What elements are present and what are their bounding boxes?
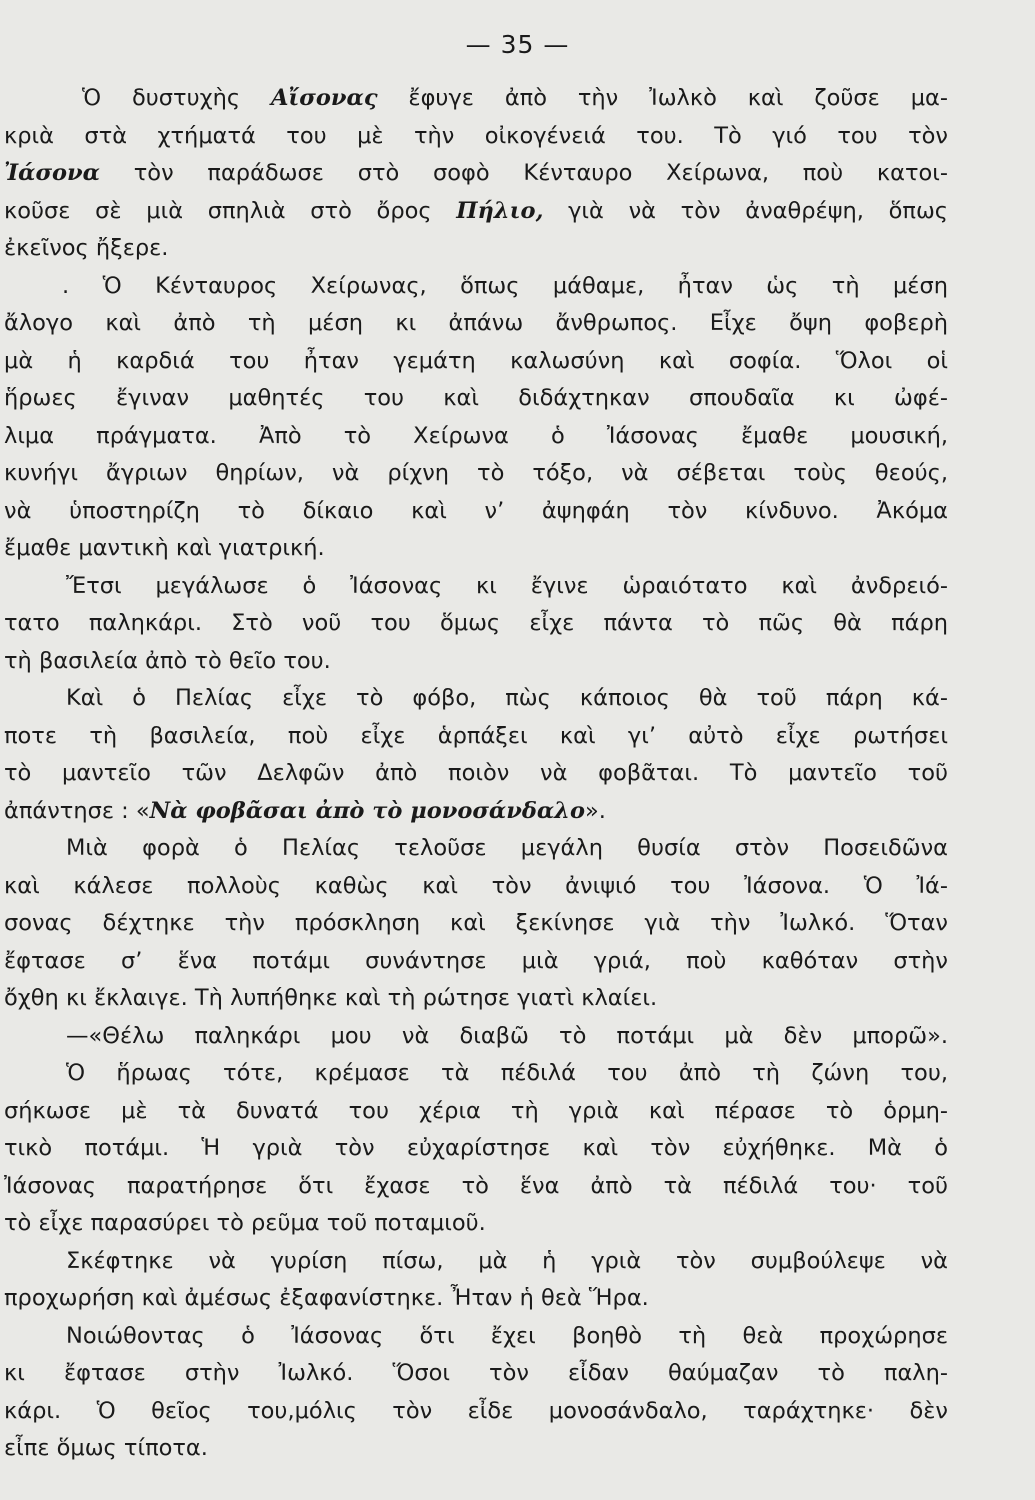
text-line: [4, 605, 948, 643]
text-line: [4, 1130, 948, 1168]
text-segment: ὄχθη κι ἔκλαιγε. Τὴ λυπήθηκε καὶ τὴ ρώτησε γιατὶ κλαίει.: [4, 985, 658, 1011]
text-line: [4, 305, 948, 343]
emphasized-name: Ἰάσονα: [4, 160, 100, 186]
text-line: [4, 1318, 948, 1356]
text-line: [4, 230, 948, 268]
text-segment: νὰ ὑποστηρίζη τὸ δίκαιο καὶ ν’ ἀψηφάη τὸν κίνδυνο. Ἀκόμα: [4, 497, 948, 524]
text-line: [4, 793, 948, 831]
text-segment: ἔμαθε μαντικὴ καὶ γιατρική.: [4, 535, 325, 561]
text-segment: ἥρωες ἔγιναν μαθητές του καὶ διδάχτηκαν σπουδαῖα κι ὠφέ-: [4, 385, 948, 411]
text-line: [4, 155, 948, 193]
text-segment: . Ὁ Κένταυρος Χείρωνας, ὅπως μάθαμε, ἦταν ὡς τὴ μέση: [62, 272, 948, 299]
text-line: [4, 1055, 948, 1093]
text-segment: Ὁ ἥρωας τότε, κρέμασε τὰ πέδιλά του ἀπὸ τὴ ζώνη του,: [66, 1060, 948, 1086]
text-segment: Σκέφτηκε νὰ γυρίση πίσω, μὰ ἡ γριὰ τὸν συμβούλεψε νὰ: [66, 1247, 948, 1274]
text-line: [4, 455, 948, 493]
text-segment: τὸν παράδωσε στὸ σοφὸ Κένταυρο Χείρωνα, ποὺ κατοι-: [100, 160, 948, 186]
text-line: [4, 755, 948, 793]
emphasized-name: Πήλιο,: [456, 197, 544, 224]
text-line: [4, 943, 948, 981]
text-segment: καὶ κάλεσε πολλοὺς καθὼς καὶ τὸν ἀνιψιό του Ἰάσονα. Ὁ Ἰά-: [4, 872, 948, 899]
emphasized-name: Νὰ φοβᾶσαι ἀπὸ τὸ μονοσάνδαλο: [149, 797, 585, 824]
text-line: [4, 1093, 948, 1131]
text-line: [4, 1018, 948, 1056]
text-segment: κριὰ στὰ χτήματά του μὲ τὴν οἰκογένειά του. Τὸ γιό του τὸν: [4, 122, 948, 149]
text-segment: Ἰάσονας παρατήρησε ὅτι ἔχασε τὸ ἕνα ἀπὸ τὰ πέδιλά του· τοῦ: [4, 1172, 948, 1199]
text-line: [4, 980, 948, 1018]
text-segment: μὰ ἡ καρδιά του ἦταν γεμάτη καλωσύνη καὶ σοφία. Ὅλοι οἱ: [4, 347, 948, 374]
text-line: [4, 680, 948, 718]
text-line: [4, 530, 948, 568]
text-segment: Ἔτσι μεγάλωσε ὁ Ἰάσονας κι ἔγινε ὡραιότατο καὶ ἀνδρειό-: [66, 572, 948, 599]
text-line: [4, 268, 948, 306]
text-line: [4, 718, 948, 756]
text-line: [4, 1205, 948, 1243]
text-segment: ἔφτασε σ’ ἕνα ποτάμι συνάντησε μιὰ γριά, ποὺ καθόταν στὴν: [4, 947, 948, 974]
text-segment: κάρι. Ὁ θεῖος του,μόλις τὸν εἶδε μονοσάνδαλο, ταράχτηκε· δὲν: [4, 1397, 948, 1424]
text-line: [4, 1355, 948, 1393]
text-line: [4, 1393, 948, 1431]
text-segment: κι ἔφτασε στὴν Ἰωλκό. Ὅσοι τὸν εἶδαν θαύμαζαν τὸ παλη-: [4, 1360, 948, 1386]
text-segment: σονας δέχτηκε τὴν πρόσκληση καὶ ξεκίνησε γιὰ τὴν Ἰωλκό. Ὅταν: [4, 910, 948, 936]
text-line: [4, 868, 948, 906]
text-line: [4, 1280, 948, 1318]
text-segment: σήκωσε μὲ τὰ δυνατά του χέρια τὴ γριὰ καὶ πέρασε τὸ ὁρμη-: [4, 1097, 948, 1124]
text-line: [4, 380, 948, 418]
text-segment: ἄλογο καὶ ἀπὸ τὴ μέση κι ἀπάνω ἄνθρωπος. Εἶχε ὄψη φοβερὴ: [4, 310, 948, 336]
text-segment: ἀπάντησε : «: [4, 797, 150, 824]
page-number: — 35 —: [465, 30, 570, 59]
text-segment: τὴ βασιλεία ἀπὸ τὸ θεῖο του.: [4, 647, 331, 674]
text-line: [4, 418, 948, 456]
text-segment: ».: [584, 797, 606, 824]
text-segment: Καὶ ὁ Πελίας εἶχε τὸ φόβο, πὼς κάποιος θὰ τοῦ πάρη κά-: [66, 685, 948, 711]
text-segment: Νοιώθοντας ὁ Ἰάσονας ὅτι ἔχει βοηθὸ τὴ θεὰ προχώρησε: [66, 1322, 948, 1349]
text-segment: προχωρήση καὶ ἀμέσως ἐξαφανίστηκε. Ἦταν ἡ θεὰ Ἥρα.: [4, 1285, 649, 1311]
text-segment: τικὸ ποτάμι. Ἡ γριὰ τὸν εὐχαρίστησε καὶ τὸν εὐχήθηκε. Μὰ ὁ: [4, 1135, 948, 1161]
text-line: [4, 1168, 948, 1206]
text-line: [4, 493, 948, 531]
text-line: [4, 643, 948, 681]
emphasized-name: Αἴσονας: [270, 85, 378, 111]
text-segment: Μιὰ φορὰ ὁ Πελίας τελοῦσε μεγάλη θυσία στὸν Ποσειδῶνα: [66, 835, 948, 861]
text-line: [4, 80, 948, 118]
text-line: [4, 568, 948, 606]
text-segment: λιμα πράγματα. Ἀπὸ τὸ Χείρωνα ὁ Ἰάσονας ἔμαθε μουσική,: [4, 422, 948, 449]
text-segment: ποτε τὴ βασιλεία, ποὺ εἶχε ἁρπάξει καὶ γι’ αὐτὸ εἶχε ρωτήσει: [4, 722, 948, 749]
text-line: [4, 193, 948, 231]
text-line: [4, 830, 948, 868]
text-segment: τατο παληκάρι. Στὸ νοῦ του ὅμως εἶχε πάντα τὸ πῶς θὰ πάρη: [4, 610, 948, 636]
text-segment: κοῦσε σὲ μιὰ σπηλιὰ στὸ ὄρος: [4, 197, 457, 224]
text-segment: —«Θέλω παληκάρι μου νὰ διαβῶ τὸ ποτάμι μὰ δὲν μπορῶ».: [66, 1022, 948, 1049]
text-line: [4, 343, 948, 381]
text-segment: γιὰ νὰ τὸν ἀναθρέψη, ὅπως: [543, 197, 949, 224]
text-segment: ἐκεῖνος ἤξερε.: [4, 235, 169, 261]
text-line: [4, 1243, 948, 1281]
text-line: [4, 905, 948, 943]
text-segment: κυνήγι ἄγριων θηρίων, νὰ ρίχνη τὸ τόξο, νὰ σέβεται τοὺς θεούς,: [4, 460, 948, 486]
text-segment: τὸ μαντεῖο τῶν Δελφῶν ἀπὸ ποιὸν νὰ φοβᾶται. Τὸ μαντεῖο τοῦ: [4, 760, 948, 786]
text-segment: εἶπε ὅμως τίποτα.: [4, 1435, 208, 1461]
text-segment: ἔφυγε ἀπὸ τὴν Ἰωλκὸ καὶ ζοῦσε μα-: [377, 85, 948, 111]
body-text: [4, 80, 948, 1468]
text-segment: τὸ εἶχε παρασύρει τὸ ρεῦμα τοῦ ποταμιοῦ.: [4, 1210, 486, 1236]
text-line: [4, 118, 948, 156]
text-segment: Ὁ δυστυχὴς: [82, 85, 271, 111]
text-line: [4, 1430, 948, 1468]
